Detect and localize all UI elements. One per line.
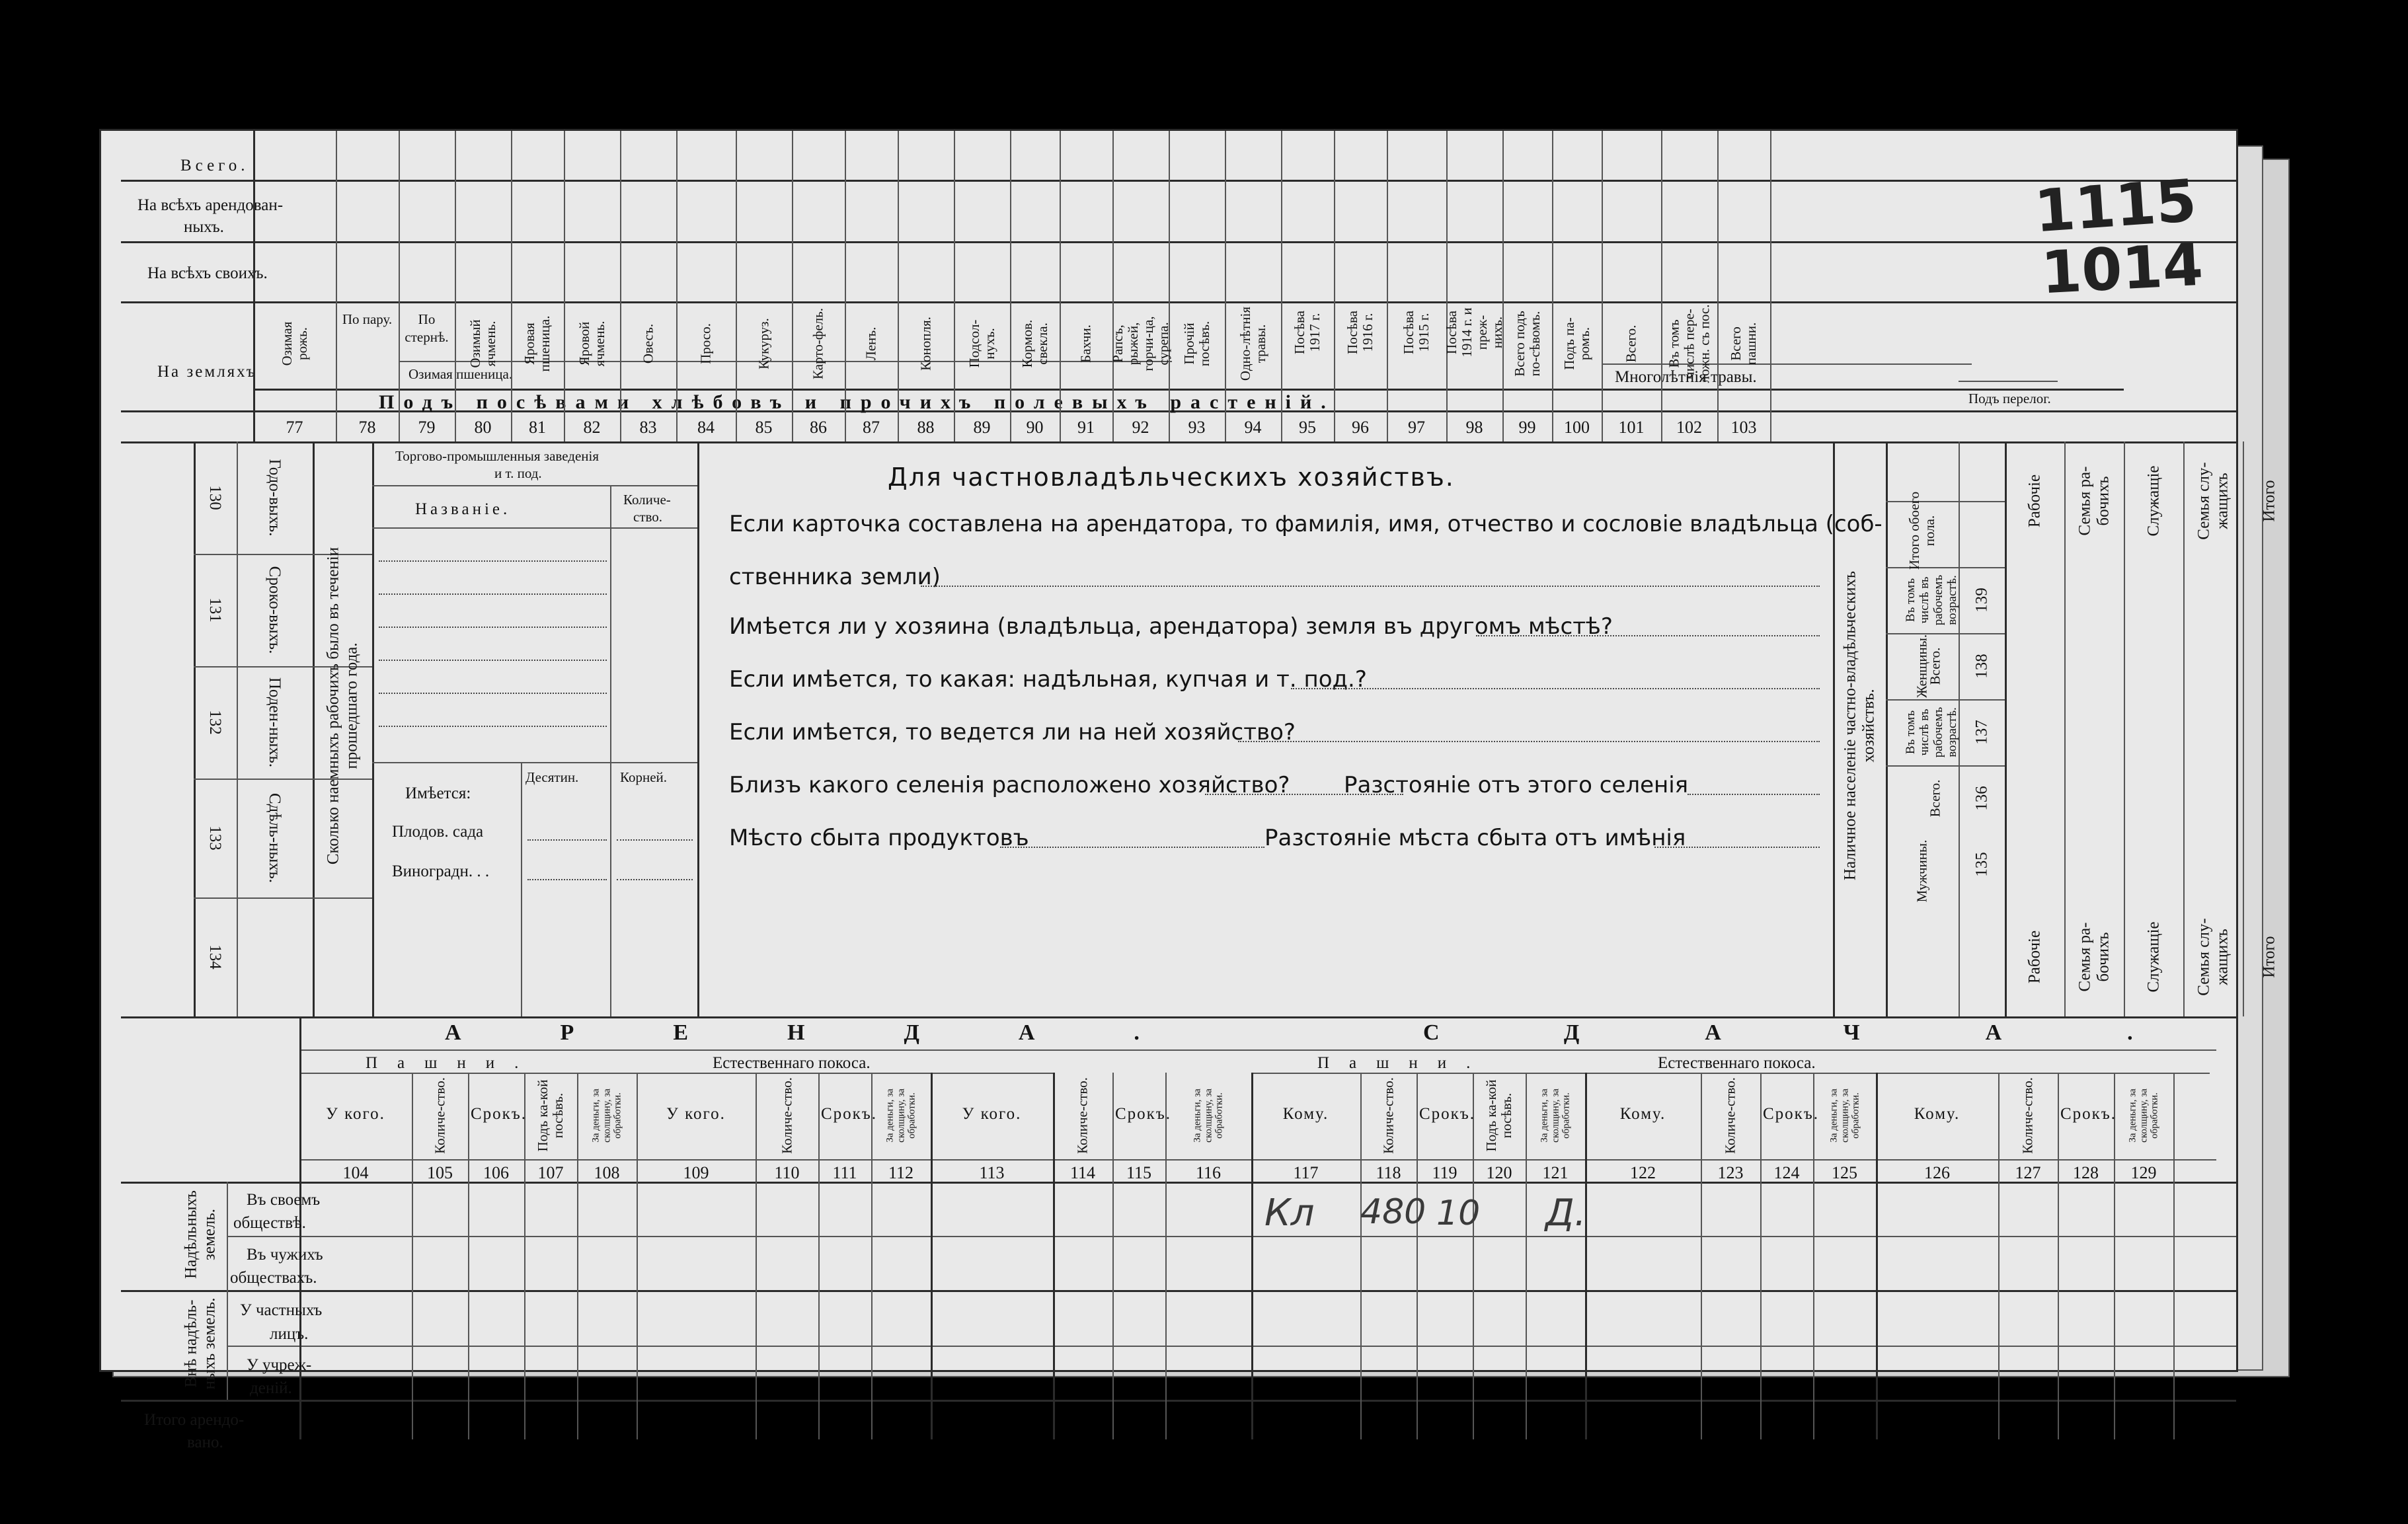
arenda-col-divider (468, 1073, 469, 1439)
arenda-col-label: Количе-ство. (778, 1077, 795, 1154)
trade-imeetsya: Имѣется: (405, 784, 471, 802)
pop-col-divider (2124, 441, 2125, 1016)
arenda-col-divider (1112, 1073, 1114, 1439)
trade-qty-col-2: ство. (633, 509, 663, 525)
sowing-col-divider (1502, 131, 1504, 441)
pop-row-divider (1886, 501, 2005, 502)
arenda-col-divider (1165, 1073, 1167, 1439)
arenda-col-divider (637, 1073, 638, 1439)
sdacha-col-divider (1813, 1073, 1814, 1439)
arenda-col-number: 116 (1195, 1163, 1222, 1182)
sowing-col-number: 98 (1465, 418, 1483, 437)
trade-title-2: и т. под. (494, 465, 542, 481)
sdacha-pashni: Пашни. (1317, 1054, 1491, 1072)
pop-workers-age: Въ томъ числѣ въ рабочемъ возрастѣ. (1904, 574, 1959, 626)
row-label-arend-1: На всѣхъ арендован- (137, 196, 284, 214)
arenda-col-label: За деньги, за сколщину, за обработки. (590, 1088, 623, 1143)
row-group-vne: Внѣ надѣль-ныхъ земель. (182, 1297, 218, 1390)
arenda-col-divider (412, 1073, 413, 1439)
sowing-col-divider (399, 131, 400, 441)
sdacha-col-number: 121 (1542, 1163, 1569, 1182)
sowing-col-label: Просо. (697, 323, 714, 364)
trade-desyatin: Десятин. (525, 769, 579, 785)
pop-col-divider (2064, 441, 2066, 1016)
fallow-label: Подъ перелог. (1968, 391, 2051, 406)
arenda-col-number: 113 (979, 1163, 1005, 1182)
sdacha-pokosa: Естественнаго покоса. (1658, 1054, 1816, 1072)
trade-name-col: Названіе. (415, 500, 511, 518)
row-group-nadel: Надѣльныхъ земель. (182, 1190, 218, 1279)
hired-row-divider (194, 897, 372, 899)
sdacha-col-label: Количе-ство. (2019, 1077, 2036, 1154)
pop-col-divider (2243, 441, 2244, 1016)
sowing-col-label: Въ томъ числѣ пере-ложн. съ пос. (1665, 304, 1713, 383)
population-side-line2: хозяйствъ. (1859, 689, 1877, 763)
sowing-col-number: 88 (917, 418, 935, 437)
question-2: Имѣется ли у хозяина (владѣльца, арендатора) земля въ другомъ мѣстѣ? (729, 613, 1613, 640)
sdacha-col-divider (1526, 1073, 1527, 1439)
sowing-col-divider (564, 131, 565, 441)
sowing-col-divider (954, 131, 955, 441)
question-6b: Разстояніе мѣста сбыта отъ имѣнія (1264, 825, 1686, 851)
sdacha-col-number: 120 (1486, 1163, 1512, 1182)
pop-divider (2005, 441, 2007, 1016)
sdacha-col-divider (1998, 1073, 2000, 1439)
sowing-col-divider (1387, 131, 1388, 441)
handwritten-number-top: 1115 (2032, 166, 2199, 246)
pop-number: 135 (1972, 852, 1991, 877)
sowing-col-label: Посѣва 1917 г. (1291, 311, 1323, 354)
sdacha-col-number: 127 (2015, 1163, 2041, 1182)
row-svoem-1: Въ своемъ (247, 1191, 321, 1209)
sowing-col-label: Бахчи. (1077, 324, 1094, 363)
sowing-col-label: Одно-лѣтнія травы. (1237, 306, 1268, 381)
sdacha-col-label: Срокъ. (1763, 1105, 1819, 1123)
pop-col-label-top: Служащіе (2144, 465, 2163, 537)
arenda-col-divider (1251, 1073, 1253, 1439)
sdacha-col-divider (2114, 1073, 2115, 1439)
pop-workers-age: Въ томъ числѣ въ рабочемъ возрастѣ. (1904, 706, 1959, 758)
question-5a: Близъ какого селенія расположено хозяйство? (729, 772, 1290, 798)
sdacha-col-number: 125 (1832, 1163, 1857, 1182)
sowing-col-label: Посѣва 1914 г. и преж-нихъ. (1443, 307, 1505, 358)
pop-col-label-top: Семья ра-бочихъ (2076, 466, 2112, 536)
arenda-col-label: Количе-ство. (431, 1077, 447, 1154)
arenda-col-label: У кого. (666, 1105, 726, 1123)
pop-col-label-top: Итого (2260, 480, 2278, 522)
sdacha-col-number: 128 (2073, 1163, 2099, 1182)
sowing-col-number: 84 (697, 418, 715, 437)
sowing-col-divider (676, 131, 678, 441)
sowing-col-number: 79 (418, 418, 436, 437)
sdacha-col-number: 118 (1376, 1163, 1401, 1182)
sowing-col-label: Рапсъ, рыжей, горчи-ца, сурепа. (1109, 316, 1171, 371)
sowing-col-label: Всего. (1623, 324, 1639, 363)
hired-row-number: 133 (206, 825, 224, 851)
arenda-col-label: Срокъ. (1115, 1105, 1171, 1123)
pop-col-label-bottom: Служащіе (2144, 921, 2163, 993)
row-chuzhikh-2: обществахъ. (230, 1269, 317, 1287)
arenda-col-number: 106 (483, 1163, 509, 1182)
sowing-col-number: 101 (1618, 418, 1645, 437)
sdacha-col-divider (1360, 1073, 1362, 1439)
row-uchrezh-2: деній. (250, 1379, 292, 1397)
sdacha-col-label: Количе-ство. (1722, 1077, 1738, 1154)
sdacha-col-label: Кому. (1282, 1105, 1329, 1123)
sowing-col-divider (1770, 131, 1771, 441)
sowing-col-number: 97 (1408, 418, 1425, 437)
row-uchrezh-1: У учреж- (247, 1356, 312, 1374)
sdacha-col-label: Количе-ство. (1379, 1077, 1396, 1154)
arenda-col-divider (577, 1073, 578, 1439)
question-5b: Разстояніе отъ этого селенія (1344, 772, 1689, 798)
sdacha-col-number: 123 (1717, 1163, 1744, 1182)
pop-col-label-bottom: Итого (2260, 936, 2278, 978)
sowing-col-divider (736, 131, 737, 441)
pop-number: 137 (1972, 720, 1991, 745)
sowing-col-label: По стернѣ. (405, 311, 449, 346)
sowing-col-number: 92 (1132, 418, 1149, 437)
sdacha-col-divider (1760, 1073, 1762, 1439)
trade-vinograd: Виноградн. . . (392, 862, 490, 880)
row-itogo-1: Итого арендо- (144, 1411, 245, 1429)
arenda-col-label: Количе-ство. (1074, 1077, 1091, 1154)
winter-wheat-label: Озимая пшеница. (408, 366, 513, 382)
arenda-col-number: 110 (774, 1163, 800, 1182)
sowing-col-divider (1552, 131, 1553, 441)
pop-col-label-bottom: Семья слу-жащихъ (2194, 918, 2231, 996)
sdacha-col-label: Срокъ. (2060, 1105, 2117, 1123)
hired-row-label: Сдѣль-ныхъ. (265, 792, 284, 884)
arenda-col-divider (871, 1073, 873, 1439)
population-side-title (1842, 571, 1878, 880)
sowing-col-number: 86 (810, 418, 827, 437)
sowing-col-number: 89 (973, 418, 991, 437)
handwritten-cell-117: Кл (1264, 1192, 1315, 1235)
sowing-col-divider (1010, 131, 1011, 441)
sdacha-col-number: 119 (1432, 1163, 1457, 1182)
sowing-col-divider (1717, 131, 1719, 441)
arenda-col-number: 114 (1069, 1163, 1096, 1182)
sowing-col-label: Ленъ. (863, 326, 879, 361)
hired-workers-side-title (325, 547, 361, 864)
pop-row-divider (1886, 633, 2005, 634)
row-chastnykh-2: лицъ. (270, 1325, 309, 1343)
pop-total: Итого обоего пола. (1906, 491, 1937, 570)
arenda-col-label: За деньги, за сколщину, за обработки. (1192, 1088, 1225, 1143)
pop-col-divider (2183, 441, 2185, 1016)
sowing-col-label: Яровая пшеница. (521, 315, 553, 372)
perennial-label: Многолѣтнія травы. (1615, 368, 1757, 386)
sowing-col-divider (511, 131, 512, 441)
arenda-col-divider (1053, 1073, 1055, 1439)
census-card-sheet (99, 129, 2278, 1451)
sowing-col-label: Озимая рожь. (278, 321, 310, 366)
arenda-col-divider (931, 1073, 933, 1439)
pop-vsego-m: Всего. (1927, 779, 1943, 818)
question-3: Если имѣется, то какая: надѣльная, купчая и т. под.? (729, 666, 1367, 693)
sowing-col-number: 81 (529, 418, 546, 437)
sowing-col-label: Конопля. (917, 317, 933, 371)
hired-row-number: 130 (206, 485, 224, 510)
sowing-col-number: 90 (1026, 418, 1044, 437)
sdacha-col-divider (1417, 1073, 1418, 1439)
trade-korney: Корней. (620, 769, 668, 785)
sdacha-col-number: 129 (2130, 1163, 2157, 1182)
row-label-zemlyakh: На земляхъ (157, 363, 257, 381)
trade-title-1: Торгово-промышленныя заведенія (395, 448, 599, 464)
trade-qty-col-1: Количе- (623, 492, 671, 508)
sdacha-col-label: За деньги, за сколщину, за обработки. (1828, 1088, 1861, 1143)
hired-row-number: 134 (206, 944, 224, 970)
handwritten-cell-119: 10 (1436, 1194, 1481, 1233)
sowing-col-divider-start (253, 131, 255, 441)
pop-col-label-top: Рабочіе (2025, 474, 2044, 528)
arenda-col-label: За деньги, за сколщину, за обработки. (884, 1088, 917, 1143)
arenda-col-label: Срокъ. (821, 1105, 877, 1123)
sowing-col-divider (1446, 131, 1448, 441)
arenda-col-number: 105 (427, 1163, 453, 1182)
sowing-col-number: 103 (1730, 418, 1757, 437)
row-label-svoikh: На всѣхъ своихъ. (147, 264, 268, 282)
sowing-col-divider (1334, 131, 1335, 441)
sowing-col-divider (455, 131, 456, 441)
row-label-vsego: Всего. (180, 157, 249, 174)
sdacha-col-label: Кому. (1914, 1105, 1961, 1123)
row-chastnykh-1: У частныхъ (240, 1301, 323, 1319)
arenda-col-divider (818, 1073, 820, 1439)
hired-row-number: 131 (206, 597, 224, 623)
sowing-col-divider (845, 131, 846, 441)
arenda-col-label: Подъ ка-кой посѣвъ. (534, 1079, 566, 1152)
pop-men: Мужчины. (1914, 839, 1930, 903)
sdacha-col-divider (1473, 1073, 1474, 1439)
hired-row-number: 132 (206, 710, 224, 735)
sowing-col-number: 93 (1188, 418, 1206, 437)
arenda-col-divider (524, 1073, 525, 1439)
handwritten-cell-121: Д. (1545, 1192, 1586, 1235)
sowing-col-number: 80 (474, 418, 492, 437)
pop-number: 139 (1972, 588, 1991, 613)
sowing-col-label: Кормов. свекла. (1019, 319, 1050, 368)
question-1b: ственника земли) (729, 564, 941, 590)
pop-number: 136 (1972, 786, 1991, 811)
sowing-col-number: 96 (1352, 418, 1369, 437)
sowing-col-divider (1281, 131, 1282, 441)
arenda-col-label: У кого. (326, 1105, 385, 1123)
sdacha-col-number: 122 (1630, 1163, 1656, 1182)
arenda-pokosa: Естественнаго покоса. (713, 1054, 871, 1072)
sdacha-col-divider (2058, 1073, 2059, 1439)
sowing-col-label: Озимый ячмень. (467, 319, 498, 368)
sdacha-col-divider (1585, 1073, 1587, 1439)
handwritten-cell-118: 480 (1360, 1192, 1426, 1232)
pop-vsego-w: Всего. (1927, 647, 1943, 685)
question-4: Если имѣется, то ведется ли на ней хозяйство? (729, 719, 1296, 745)
population-side-line1: Наличное населеніе частно-владѣльческихъ (1841, 570, 1859, 881)
hired-row-label: Поден-ныхъ. (265, 677, 284, 768)
sowing-col-number: 102 (1676, 418, 1702, 437)
hired-row-label: Сроко-выхъ. (265, 566, 284, 654)
hired-side-line2: прошедшаго года. (342, 642, 360, 769)
handwritten-number-bottom: 1014 (2039, 230, 2205, 307)
sowing-col-label: Яровой ячмень. (576, 321, 607, 367)
pop-row-divider (1886, 765, 2005, 767)
sowing-col-label: Кукуруз. (755, 318, 771, 369)
sowing-col-divider (336, 131, 337, 441)
sdacha-col-label: За деньги, за сколщину, за обработки. (2127, 1088, 2160, 1143)
sowing-col-number: 78 (358, 418, 376, 437)
arenda-col-number: 107 (537, 1163, 564, 1182)
sowing-col-number: 95 (1299, 418, 1316, 437)
sowing-col-number: 85 (755, 418, 773, 437)
trade-sad: Плодов. сада (392, 823, 484, 841)
sowing-col-label: Подсол-нухъ. (966, 319, 997, 368)
question-1a: Если карточка составлена на арендатора, то фамилія, имя, отчество и сословіе владѣльца (соб- (729, 511, 1883, 537)
sowing-col-label: Карто-фель. (810, 308, 826, 379)
arenda-col-number: 115 (1126, 1163, 1152, 1182)
sdacha-col-divider (1701, 1073, 1702, 1439)
row-label-arend-2: ныхъ. (184, 218, 224, 236)
sowing-col-number: 99 (1518, 418, 1536, 437)
sdacha-col-divider (2173, 1073, 2175, 1439)
arenda-col-divider (756, 1073, 757, 1439)
sowing-col-divider (1661, 131, 1662, 441)
arenda-col-number: 108 (594, 1163, 620, 1182)
sowing-col-number: 83 (639, 418, 657, 437)
private-title: Для частновладѣльческихъ хозяйствъ. (888, 463, 1455, 492)
sdacha-col-label: Кому. (1619, 1105, 1666, 1123)
arenda-pashni: Пашни. (366, 1054, 539, 1072)
sowing-col-divider (1169, 131, 1170, 441)
arenda-title: АРЕНДА. (445, 1020, 1239, 1045)
sowing-col-divider (898, 131, 899, 441)
pop-col-label-top: Семья слу-жащихъ (2194, 462, 2231, 540)
sdacha-col-number: 117 (1293, 1163, 1319, 1182)
pop-women: Женщины. (1914, 634, 1930, 699)
sowing-col-label: Овесъ. (639, 323, 656, 364)
sowing-col-number: 82 (583, 418, 601, 437)
row-chuzhikh-1: Въ чужихъ (247, 1246, 323, 1264)
sowing-col-divider (1225, 131, 1226, 441)
sowing-col-label: По пару. (342, 311, 393, 327)
sowing-col-label: Всего пашни. (1727, 322, 1759, 365)
sdacha-title: СДАЧА. (1423, 1020, 2259, 1045)
sowing-col-divider (1112, 131, 1114, 441)
sowing-col-label: Подъ па-ромъ. (1561, 317, 1592, 370)
sowing-col-divider (792, 131, 793, 441)
sdacha-col-label: Срокъ. (1419, 1105, 1475, 1123)
sowing-col-number: 91 (1077, 418, 1095, 437)
sowing-col-label: Всего подъ по-сѣвомъ. (1511, 311, 1543, 377)
sowing-col-number: 87 (863, 418, 880, 437)
hired-side-line1: Сколько наемныхъ рабочихъ было въ теченіи (324, 547, 342, 865)
row-itogo-2: вано. (187, 1433, 223, 1451)
arenda-col-label: Срокъ. (471, 1105, 527, 1123)
sowing-col-divider (1060, 131, 1061, 441)
question-6a: Мѣсто сбыта продуктовъ (729, 825, 1029, 851)
row-svoem-2: обществѣ. (233, 1214, 306, 1232)
sowing-col-divider (1602, 131, 1603, 441)
sdacha-col-divider (1876, 1073, 1878, 1439)
sdacha-col-number: 126 (1924, 1163, 1950, 1182)
sowing-col-label: Посѣва 1916 г. (1344, 311, 1376, 354)
sowing-col-number: 100 (1564, 418, 1590, 437)
pop-col-label-bottom: Рабочіе (2025, 930, 2044, 984)
hired-row-label: Годо-выхъ. (265, 459, 284, 537)
sowing-col-divider (620, 131, 621, 441)
pop-number: 138 (1972, 654, 1991, 679)
sowing-col-label: Посѣва 1915 г. (1400, 311, 1432, 354)
sowing-group-title: Подъ посѣвами хлѣбовъ и прочихъ полевыхъ растеній. (379, 391, 1335, 413)
arenda-col-number: 109 (683, 1163, 709, 1182)
arenda-col-number: 111 (832, 1163, 857, 1182)
arenda-col-number: 112 (888, 1163, 914, 1182)
sdacha-col-label: За деньги, за сколщину, за обработки. (1539, 1088, 1572, 1143)
arenda-col-label: У кого. (962, 1105, 1022, 1123)
sowing-col-number: 77 (286, 418, 303, 437)
sowing-col-label: Прочій посѣвъ. (1181, 321, 1212, 367)
arenda-col-number: 104 (342, 1163, 369, 1182)
pop-col-label-bottom: Семья ра-бочихъ (2076, 922, 2112, 992)
sdacha-col-number: 124 (1773, 1163, 1800, 1182)
sowing-col-number: 94 (1244, 418, 1262, 437)
sdacha-col-label: Подъ ка-кой посѣвъ. (1483, 1079, 1514, 1152)
